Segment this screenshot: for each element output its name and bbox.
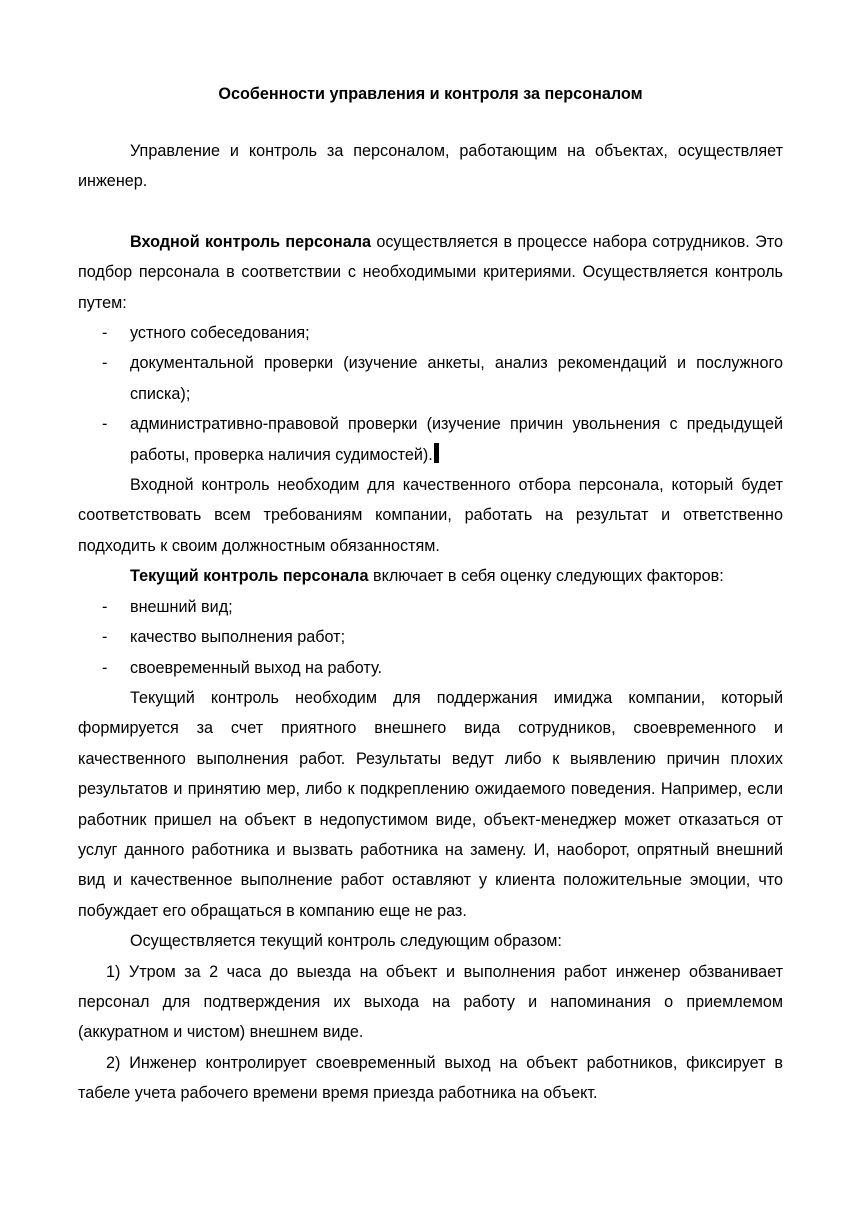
current-control-list [78, 592, 783, 683]
list-item-text: своевременный выход на работу. [130, 658, 382, 677]
intro-paragraph: Управление и контроль за персоналом, работающим на объектах, осуществляет инженер. [78, 142, 783, 191]
dash-bullet: - [102, 354, 108, 373]
entry-control-list [78, 318, 783, 470]
current-control-explanation: Текущий контроль необходим для поддержания имиджа компании, который формируется за счет приятного внешнего вида сотрудников, своевременного и качественного выполнения работ. Результаты ведут либо к выявлению причин плохих результатов и принятию мер, либо к подкреплению ожидаемого поведения. Например, если работник пришел на объект в недопустимом виде, объект-менеджер может отказаться от услуг данного работника и вызвать работника на замену. И, наоборот, опрятный внешний вид и качественное выполнение работ оставляют у клиента положительные эмоции, что побуждает его обращаться в компанию еще не раз. [78, 688, 783, 920]
list-item [78, 409, 783, 470]
text-cursor [434, 443, 439, 463]
entry-control-paragraph [78, 227, 783, 318]
procedure-intro: Осуществляется текущий контроль следующим образом: [130, 932, 562, 951]
list-item [78, 653, 783, 683]
step-number: 1) [106, 962, 121, 981]
list-item-text: качество выполнения работ; [130, 628, 346, 647]
current-control-heading: Текущий контроль персонала [130, 567, 369, 586]
entry-control-text: осуществляется в процессе набора сотрудников. Это подбор персонала в соответствии с необходимыми критериями. Осуществляется контроль путем: [78, 232, 783, 312]
dash-bullet: - [102, 415, 108, 434]
dash-bullet: - [102, 597, 108, 616]
list-item [78, 318, 783, 348]
dash-bullet: - [102, 628, 108, 647]
procedure-steps [78, 957, 783, 1109]
step-text: Инженер контролирует своевременный выход на объект работников, фиксирует в табеле учета рабочего времени время приезда работника на объект. [78, 1053, 783, 1103]
current-control-paragraph [78, 561, 783, 591]
list-item [78, 957, 783, 1048]
list-item-text: внешний вид; [130, 597, 233, 616]
dash-bullet: - [102, 324, 108, 343]
document-title: Особенности управления и контроля за персоналом [218, 85, 643, 103]
list-item-text: административно-правовой проверки (изучение причин увольнения с предыдущей работы, проверка наличия судимостей). [130, 415, 783, 464]
step-number: 2) [106, 1053, 121, 1072]
list-item [78, 348, 783, 409]
entry-control-heading: Входной контроль персонала [130, 232, 371, 251]
dash-bullet: - [102, 658, 108, 677]
current-control-text: включает в себя оценку следующих факторов: [368, 567, 724, 586]
list-item [78, 1048, 783, 1109]
list-item-text: устного собеседования; [130, 324, 310, 343]
step-text: Утром за 2 часа до выезда на объект и выполнения работ инженер обзванивает персонал для подтверждения их выхода на работу и напоминания о приемлемом (аккуратном и чистом) внешнем виде. [78, 962, 784, 1042]
document-body [78, 82, 783, 1109]
list-item [78, 592, 783, 622]
list-item [78, 622, 783, 652]
list-item-text: документальной проверки (изучение анкеты, анализ рекомендаций и послужного списка); [130, 354, 783, 403]
spacer [78, 197, 783, 227]
entry-control-conclusion: Входной контроль необходим для качественного отбора персонала, который будет соответствовать всем требованиям компании, работать на результат и ответственно подходить к своим должностным обязанностям. [78, 476, 783, 555]
